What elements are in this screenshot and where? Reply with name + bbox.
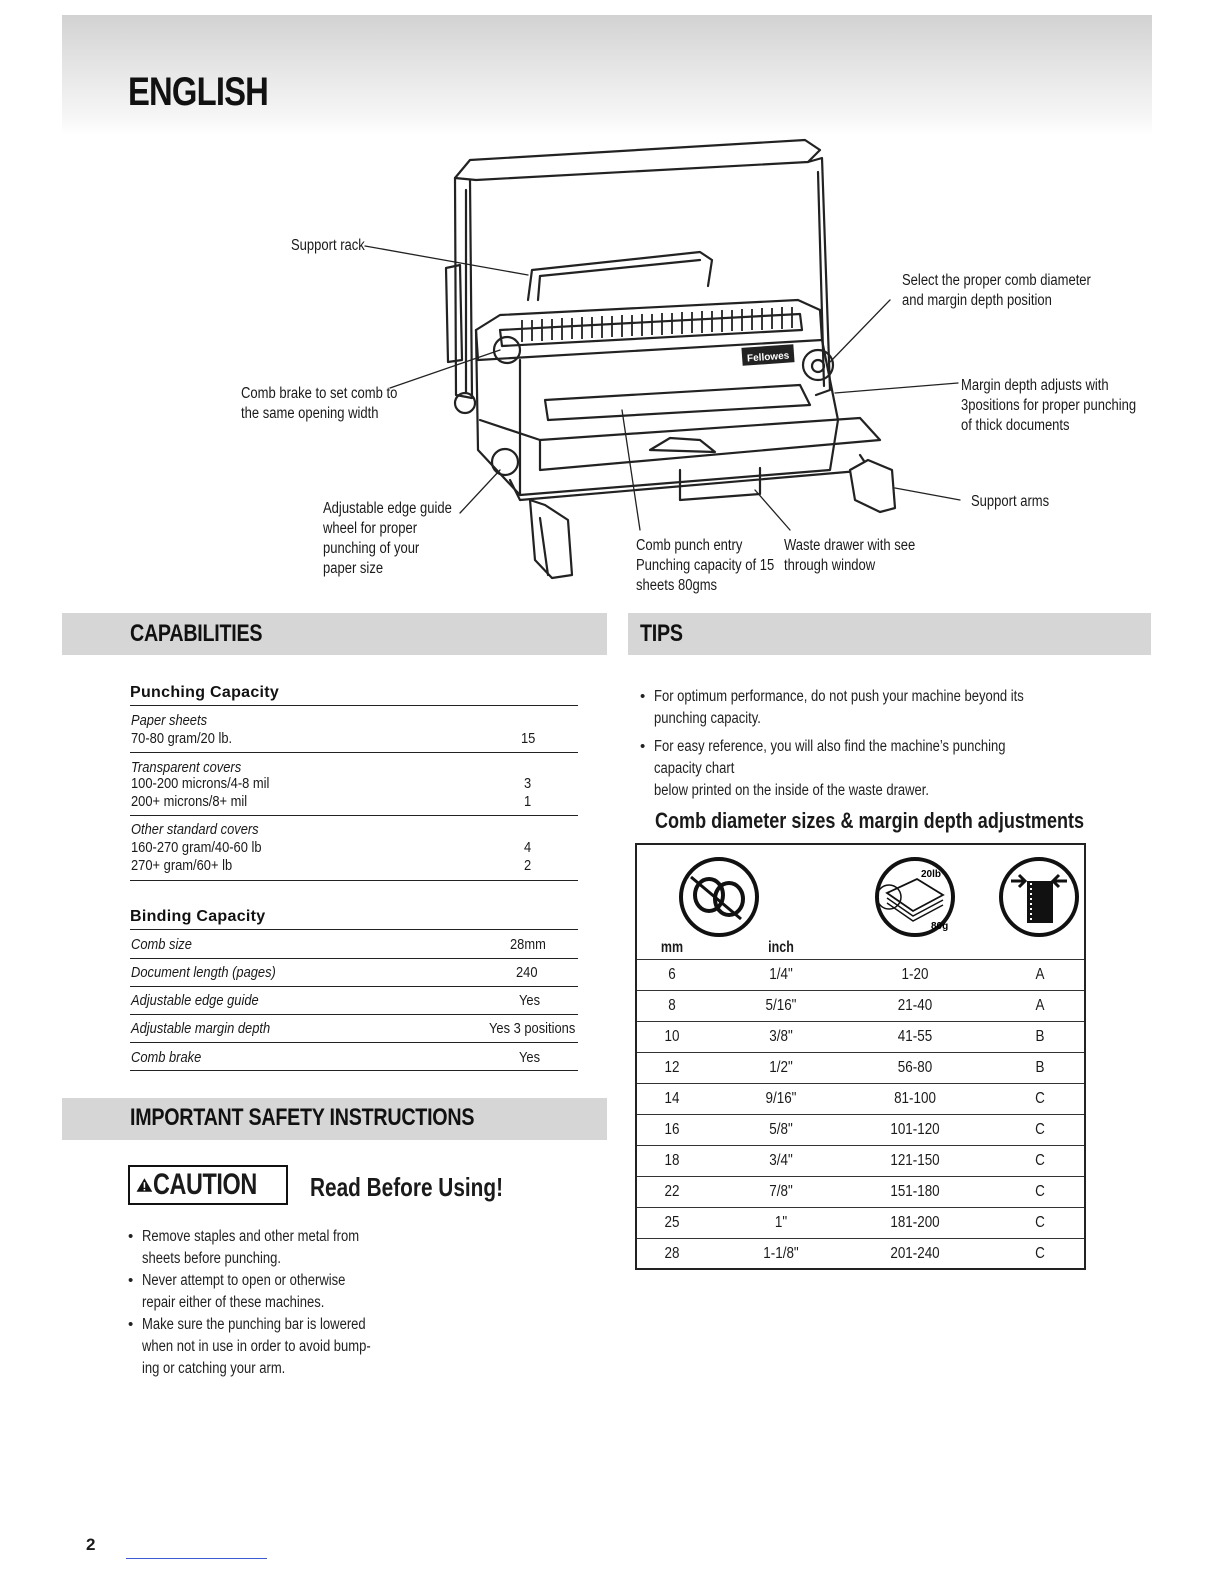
table-cell-mm: 25 bbox=[664, 1214, 680, 1231]
row-label: 160-270 gram/40-60 lb bbox=[131, 839, 262, 856]
table-cell-inch: 3/4" bbox=[769, 1152, 793, 1169]
table-cell-sheets: 1-20 bbox=[901, 966, 929, 983]
table-cell-mm: 10 bbox=[664, 1028, 680, 1045]
table-row-divider bbox=[637, 1238, 1084, 1239]
table-cell-margin: B bbox=[1035, 1028, 1045, 1045]
table-cell-sheets: 21-40 bbox=[897, 997, 933, 1014]
comb-diameter-icon bbox=[677, 855, 761, 939]
table-row-divider bbox=[637, 1207, 1084, 1208]
divider bbox=[130, 958, 578, 959]
callout-comb-brake: Comb brake to set comb to the same opening width bbox=[241, 385, 398, 422]
table-cell-mm: 8 bbox=[668, 997, 676, 1014]
table-cell-inch: 5/16" bbox=[765, 997, 797, 1014]
table-cell-margin: C bbox=[1035, 1183, 1045, 1200]
callout-margin-depth: Margin depth adjusts with 3positions for proper punching of thick documents bbox=[961, 377, 1137, 434]
punching-capacity-heading: Punching Capacity bbox=[130, 684, 280, 701]
safety-title: IMPORTANT SAFETY INSTRUCTIONS bbox=[130, 1104, 475, 1131]
table-cell-sheets: 201-240 bbox=[890, 1245, 940, 1262]
tips-bullet-list bbox=[640, 686, 1120, 802]
divider bbox=[130, 815, 578, 816]
table-cell-margin: B bbox=[1035, 1059, 1045, 1076]
table-cell-inch: 9/16" bbox=[765, 1090, 797, 1107]
weight-label-top: 20lb bbox=[921, 869, 942, 880]
row-label: Comb size bbox=[131, 936, 192, 953]
table-cell-sheets: 41-55 bbox=[897, 1028, 933, 1045]
table-cell-sheets: 81-100 bbox=[894, 1090, 936, 1107]
divider bbox=[130, 752, 578, 753]
table-cell-margin: C bbox=[1035, 1245, 1045, 1262]
divider bbox=[130, 705, 578, 706]
table-row-divider bbox=[637, 1114, 1084, 1115]
group-label-transparent-covers: Transparent covers bbox=[131, 759, 242, 776]
row-label: Adjustable edge guide bbox=[131, 992, 259, 1009]
row-label: 70-80 gram/20 lb. bbox=[131, 730, 233, 747]
comb-table-title: Comb diameter sizes & margin depth adjustments bbox=[655, 808, 1085, 833]
machine-diagram bbox=[0, 0, 1224, 610]
column-header-mm: mm bbox=[660, 939, 684, 956]
capabilities-title: CAPABILITIES bbox=[130, 620, 263, 647]
callout-punch-entry: Comb punch entry Punching capacity of 15 sheets 80gms bbox=[636, 537, 775, 594]
callout-support-arms: Support arms bbox=[971, 493, 1050, 510]
row-value: 2 bbox=[524, 857, 532, 874]
table-cell-inch: 3/8" bbox=[769, 1028, 793, 1045]
divider bbox=[130, 1070, 578, 1071]
table-row-divider bbox=[637, 1083, 1084, 1084]
safety-bullet-list bbox=[128, 1226, 428, 1380]
callout-select-comb: Select the proper comb diameter and margin depth position bbox=[902, 272, 1091, 309]
page-title: ENGLISH bbox=[128, 70, 269, 114]
table-cell-margin: A bbox=[1035, 966, 1045, 983]
table-cell-sheets: 101-120 bbox=[890, 1121, 940, 1138]
list-item: • For optimum performance, do not push your machine beyond its punching capacity. bbox=[640, 686, 1120, 730]
caution-text: CAUTION bbox=[152, 1168, 257, 1201]
table-cell-mm: 22 bbox=[664, 1183, 680, 1200]
divider bbox=[130, 1042, 578, 1043]
binding-capacity-heading: Binding Capacity bbox=[130, 908, 266, 925]
table-cell-inch: 1" bbox=[774, 1214, 788, 1231]
divider bbox=[130, 986, 578, 987]
table-cell-inch: 7/8" bbox=[769, 1183, 793, 1200]
table-cell-inch: 1/4" bbox=[769, 966, 793, 983]
table-cell-margin: C bbox=[1035, 1152, 1045, 1169]
row-value: Yes bbox=[519, 992, 541, 1009]
table-cell-sheets: 56-80 bbox=[897, 1059, 933, 1076]
row-value: 4 bbox=[524, 839, 532, 856]
callout-support-rack: Support rack bbox=[291, 237, 365, 254]
table-cell-margin: C bbox=[1035, 1121, 1045, 1138]
table-row-divider bbox=[637, 1176, 1084, 1177]
table-cell-mm: 28 bbox=[664, 1245, 680, 1262]
row-value: 3 bbox=[524, 775, 532, 792]
row-label: 270+ gram/60+ lb bbox=[131, 857, 233, 874]
table-cell-mm: 18 bbox=[664, 1152, 680, 1169]
table-cell-sheets: 151-180 bbox=[890, 1183, 940, 1200]
table-cell-margin: C bbox=[1035, 1214, 1045, 1231]
divider bbox=[130, 880, 578, 881]
callout-waste-drawer: Waste drawer with see through window bbox=[784, 537, 916, 574]
table-row-divider bbox=[637, 990, 1084, 991]
table-cell-inch: 1/2" bbox=[769, 1059, 793, 1076]
row-label: 200+ microns/8+ mil bbox=[131, 793, 248, 810]
row-label: Document length (pages) bbox=[131, 964, 276, 981]
table-cell-inch: 1-1/8" bbox=[763, 1245, 799, 1262]
tips-title: TIPS bbox=[640, 620, 683, 647]
list-item: • For easy reference, you will also find the machine’s punching capacity chart below printed on the inside of the waste drawer. bbox=[640, 736, 1120, 802]
row-value: 15 bbox=[521, 730, 536, 747]
row-value: 240 bbox=[516, 964, 538, 981]
table-row-divider bbox=[637, 1021, 1084, 1022]
table-cell-mm: 6 bbox=[668, 966, 676, 983]
read-before-using: Read Before Using! bbox=[310, 1172, 504, 1202]
footer-line bbox=[126, 1558, 267, 1559]
table-row-divider bbox=[637, 959, 1084, 960]
warning-triangle-icon bbox=[136, 1171, 153, 1199]
list-item: • Make sure the punching bar is lowered when not in use in order to avoid bump- ing or catching your arm. bbox=[128, 1314, 428, 1380]
group-label-paper-sheets: Paper sheets bbox=[131, 712, 208, 729]
row-value: Yes bbox=[519, 1049, 541, 1066]
weight-label-bottom: 80g bbox=[931, 921, 949, 932]
table-cell-margin: C bbox=[1035, 1090, 1045, 1107]
tips-band bbox=[628, 613, 1151, 655]
group-label-other-covers: Other standard covers bbox=[131, 821, 259, 838]
table-cell-mm: 14 bbox=[664, 1090, 680, 1107]
column-header-inch: inch bbox=[768, 939, 794, 956]
list-item: • Never attempt to open or otherwise repair either of these machines. bbox=[128, 1270, 428, 1314]
row-label: 100-200 microns/4-8 mil bbox=[131, 775, 270, 792]
margin-depth-icon bbox=[997, 855, 1081, 939]
row-label: Adjustable margin depth bbox=[131, 1020, 271, 1037]
table-cell-margin: A bbox=[1035, 997, 1045, 1014]
row-value: Yes 3 positions bbox=[489, 1020, 576, 1037]
table-cell-sheets: 121-150 bbox=[890, 1152, 940, 1169]
table-cell-mm: 12 bbox=[664, 1059, 680, 1076]
comb-size-table bbox=[635, 843, 1086, 1270]
divider bbox=[130, 1014, 578, 1015]
table-cell-mm: 16 bbox=[664, 1121, 680, 1138]
row-label: Comb brake bbox=[131, 1049, 202, 1066]
brand-logo-text: Fellowes bbox=[746, 350, 790, 365]
page-number: 2 bbox=[86, 1535, 96, 1554]
caution-label bbox=[128, 1165, 288, 1205]
table-cell-inch: 5/8" bbox=[769, 1121, 793, 1138]
callout-edge-guide: Adjustable edge guide wheel for proper punching of your paper size bbox=[323, 500, 452, 577]
table-cell-sheets: 181-200 bbox=[890, 1214, 940, 1231]
list-item: • Remove staples and other metal from sheets before punching. bbox=[128, 1226, 428, 1270]
table-row-divider bbox=[637, 1145, 1084, 1146]
row-value: 1 bbox=[524, 793, 532, 810]
table-row-divider bbox=[637, 1052, 1084, 1053]
divider bbox=[130, 929, 578, 930]
row-value: 28mm bbox=[510, 936, 546, 953]
sheet-weight-icon bbox=[873, 855, 957, 939]
